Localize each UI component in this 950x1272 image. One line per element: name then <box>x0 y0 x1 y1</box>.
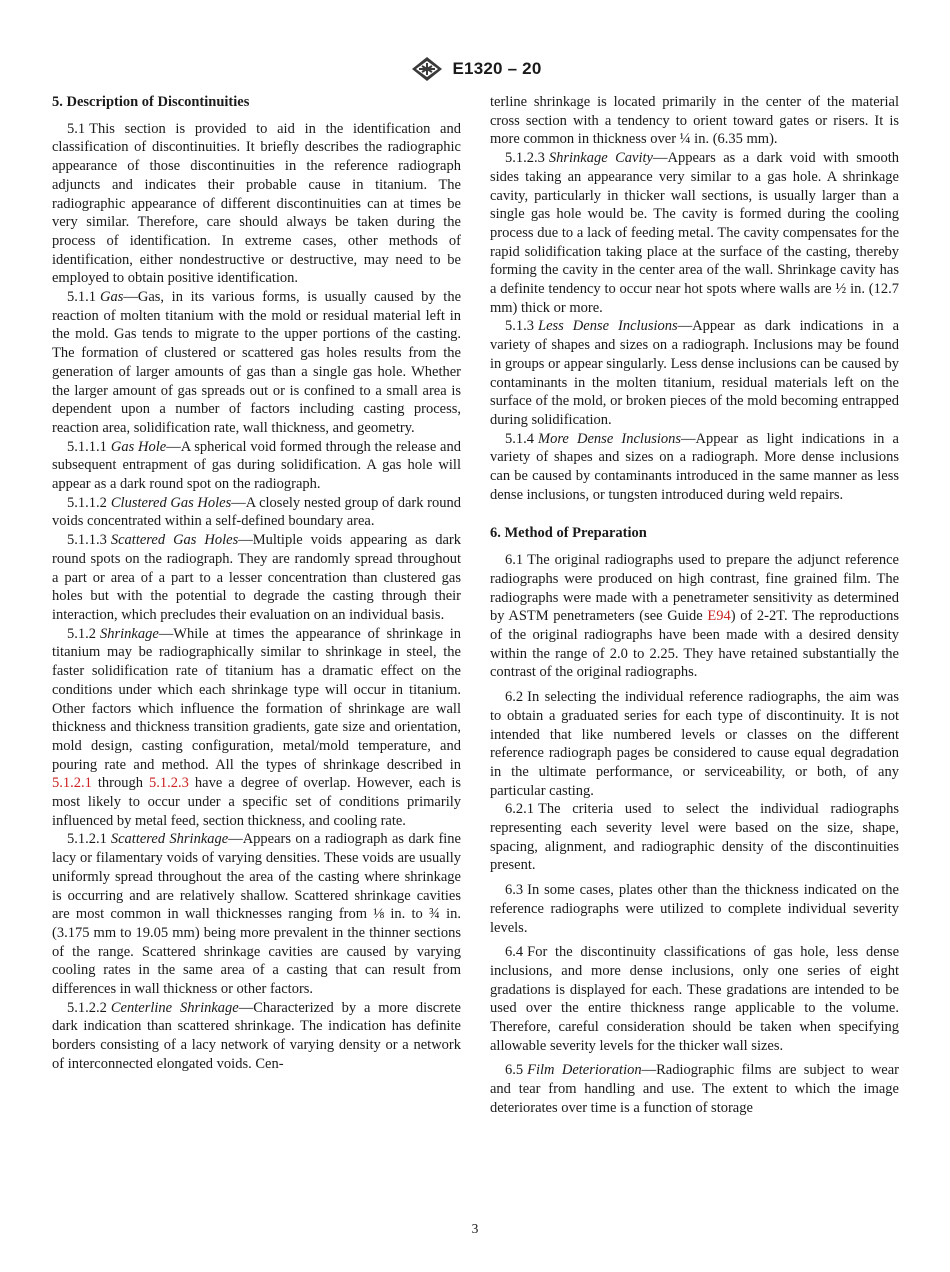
clause-number: 5.1.4 <box>505 430 534 447</box>
paragraph-text: —Gas, in its various forms, is usually caused by the reaction of molten titanium with the mold or residual material left in the mold. Gas tends to migrate to the upper portions of the casting. The formation of clustered or scattered gas holes results from the generation of larger amounts of gas than a single gas hole. Whether the larger amount of gas spreads out or is confined to a small area is dependent upon a number of factors including casting process, reaction area, solidification rate, wall thickness, and geometry. <box>52 289 461 436</box>
paragraph-5-1-2-1 <box>52 830 461 998</box>
paragraph-text: ) of 2-2T. The reproductions of the original radiographs have been made with a desired density within the range of 2.0 to 2.25. They have retained substantially the contrast of the original radiographs. <box>490 608 899 681</box>
paragraph-5-1-2-3 <box>490 149 899 317</box>
paragraph-5-1-2 <box>52 625 461 831</box>
paragraph-text: through <box>91 775 150 792</box>
clause-number: 6.2 <box>505 689 524 706</box>
paragraph-5-1-1 <box>52 288 461 438</box>
paragraph-text: —While at times the appearance of shrinkage in titanium may be radiographically similar to shrinkage in steel, the faster solidification rate of titanium has a dramatic effect on the conditions under which each shrinkage type will occur in titanium. Other factors which influence the formation of shrinkage are wall thickness and thickness transition gradients, gate size and orientation, mold design, casting configuration, metal/mold temperature, and pouring rate and method. All the types of shrinkage described in <box>52 625 461 773</box>
clause-term: More Dense Inclusions <box>538 430 682 447</box>
page-header <box>0 54 950 84</box>
left-column <box>52 93 461 1074</box>
clause-term: Scattered Gas Holes <box>110 532 239 549</box>
clause-term: Centerline Shrinkage <box>110 999 239 1016</box>
clause-number: 6.1 <box>505 552 524 569</box>
clause-term: Gas Hole <box>110 438 167 455</box>
clause-term: Scattered Shrinkage <box>110 831 229 848</box>
clause-term: Shrinkage <box>100 625 159 642</box>
paragraph-5-1-2-2 <box>52 999 461 1074</box>
paragraph-text: The criteria used to select the individual radiographs representing each severity level were based on the size, shape, spacing, alignment, and radiographic density of the discontinuities present. <box>490 801 899 874</box>
clause-term: Less Dense Inclusions <box>538 318 678 335</box>
paragraph-5-1-1-1 <box>52 438 461 494</box>
clause-number: 5.1.1.3 <box>67 532 107 549</box>
paragraph-5-1-1-3 <box>52 531 461 625</box>
clause-number: 5.1.1 <box>67 289 96 306</box>
paragraph-5-1 <box>52 120 461 288</box>
paragraph-text: This section is provided to aid in the identification and classification of discontinuities. It briefly describes the radiographic appearance of those discontinuities in the reference radiograph adjuncts and indicates their probable cause in titanium. The radiographic appearance of different discontinuities can at times be very similar. Therefore, care should always be taken during the process of identification. In extreme cases, other methods of identification, either nondestructive or destructive, may need to be employed to obtain positive identification. <box>52 120 461 287</box>
clause-term: Gas <box>100 289 124 306</box>
paragraph-5-1-1-2 <box>52 494 461 531</box>
paragraph-6-2 <box>490 688 899 800</box>
paragraph-6-1 <box>490 551 899 682</box>
paragraph-text: have a degree of overlap. However, each is most likely to occur under a specific set of conditions primarily influenced by metal feed, section thickness, and cooling rate. <box>52 775 462 829</box>
paragraph-text: —Appear as light indications in a variety of shapes and sizes on a radiograph. More dense inclusions can be caused by contaminants introduced in the same manner as less dense inclusions, or tungsten introduced during weld repairs. <box>490 430 899 503</box>
paragraph-6-4 <box>490 943 899 1055</box>
paragraph-text: —Appears on a radiograph as dark fine lacy or filamentary voids of varying densities. These voids are usually uniformly spread throughout the area of the casting where shrinkage is occurring and are relatively shallow. Scattered shrinkage cavities are most common in wall thicknesses ranging from ⅛ in. to ¾ in. (3.175 mm to 19.05 mm) being more prevalent in the thinner sections of the range. Scattered shrinkage cavities are caused by varying cooling rates in the same area of a casting that can result from differences in wall thickness or other factors. <box>52 831 461 998</box>
section-5-heading: 5. Description of Discontinuities <box>52 94 250 110</box>
clause-number: 5.1 <box>67 120 86 137</box>
astm-logo-icon <box>409 55 445 83</box>
clause-term: Shrinkage Cavity <box>548 150 653 167</box>
clause-term: Film Deterioration <box>527 1062 642 1079</box>
clause-number: 5.1.1.2 <box>67 494 107 511</box>
clause-number: 5.1.3 <box>505 318 534 335</box>
clause-number: 6.2.1 <box>505 801 534 818</box>
section-6-heading: 6. Method of Preparation <box>490 525 647 542</box>
paragraph-text: —Appears as a dark void with smooth sides taking an appearance very similar to a gas hole. A shrinkage cavity, particularly in thicker wall sections, is usually larger than a single gas hole would be. The cavity is formed during the cooling process due to a lack of feeding metal. The cavity compensates for the rapid solidification taking place at the surface of the casting, thereby forming the cavity in the center area of the wall. Shrinkage cavity has a definite tendency to occur near hot spots where walls are ½ in. (12.7 mm) thick or more. <box>490 150 899 316</box>
clause-number: 5.1.2 <box>67 625 96 642</box>
clause-number: 5.1.1.1 <box>67 438 107 455</box>
paragraph-5-1-4 <box>490 430 899 505</box>
paragraph-text: —Appear as dark indications in a variety of shapes and sizes on a radiograph. Inclusions may be found in groups or appear singularly. Less dense inclusions can be caused by contaminants in the molten titanium, residual materials left on the surface of the mold, or broken pieces of the mold becoming entrapped during solidification. <box>490 318 899 428</box>
page-number: 3 <box>471 1221 479 1236</box>
paragraph-text: —A closely nested group of dark round voids concentrated within a self-defined boundary area. <box>52 494 461 530</box>
link-5-1-2-1[interactable]: 5.1.2.1 <box>52 775 92 792</box>
clause-number: 6.3 <box>505 882 524 899</box>
paragraph-6-5 <box>490 1061 899 1117</box>
paragraph-text: —Radiographic films are subject to wear and tear from handling and use. The extent to which the image deteriorates over time is a function of storage <box>490 1062 899 1116</box>
clause-term: Clustered Gas Holes <box>110 494 232 511</box>
paragraph-text: For the discontinuity classifications of gas hole, less dense inclusions, and more dense inclusions, only one series of eight gradations is displayed for each. These gradations are intended to be used over the entire thickness range applicable to the volume. Therefore, careful consideration should be taken when specifying allowable severity levels for the thicker wall sizes. <box>490 944 899 1054</box>
link-guide-e94[interactable]: E94 <box>707 608 731 625</box>
paragraph-text: In selecting the individual reference radiographs, the aim was to obtain a graduated series for each type of discontinuity. It is not intended that like numbered levels or classes on the different reference radiograph pages be considered to cause equal degradation in the ultimate performance, or serviceability, or both, of any particular casting. <box>490 689 899 799</box>
clause-number: 5.1.2.1 <box>67 831 107 848</box>
paragraph-6-3 <box>490 881 899 937</box>
paragraph-text: —A spherical void formed through the release and subsequent entrapment of gas during solidification. A gas hole will appear as a dark round spot on the radiograph. <box>52 438 461 493</box>
paragraph-6-2-1 <box>490 800 899 875</box>
clause-number: 5.1.2.3 <box>505 150 545 167</box>
document-number: E1320 – 20 <box>452 59 542 78</box>
paragraph-5-1-3 <box>490 317 899 429</box>
clause-number: 5.1.2.2 <box>67 999 107 1016</box>
clause-number: 6.5 <box>505 1062 524 1079</box>
clause-number: 6.4 <box>505 944 524 961</box>
paragraph-text: In some cases, plates other than the thickness indicated on the reference radiographs were utilized to complete individual severity levels. <box>490 882 899 936</box>
paragraph-text: The original radiographs used to prepare the adjunct reference radiographs were produced on high contrast, fine grained film. The radiographs were made with a penetrameter sensitivity as determined by ASTM penetrameters (see Guide <box>490 552 899 625</box>
paragraph-text: —Characterized by a more discrete dark indication than scattered shrinkage. The indication has definite borders consisting of a lacy network of varying density or a network of interconnected elongated voids. Cen- <box>52 999 461 1072</box>
paragraph-5-1-2-2-continued: terline shrinkage is located primarily in the center of the material cross section with a tendency to orient toward gates or risers. It is more common in thickness over ¼ in. (6.35 mm). <box>490 94 899 148</box>
link-5-1-2-3[interactable]: 5.1.2.3 <box>149 775 189 792</box>
right-column <box>490 93 899 1118</box>
paragraph-text: —Multiple voids appearing as dark round spots on the radiograph. They are randomly spread throughout a part or area of a part to a lesser concentration than clustered gas holes but with the potential to degrade the casting through their interaction, which precludes their evaluation on an individual basis. <box>52 532 461 623</box>
